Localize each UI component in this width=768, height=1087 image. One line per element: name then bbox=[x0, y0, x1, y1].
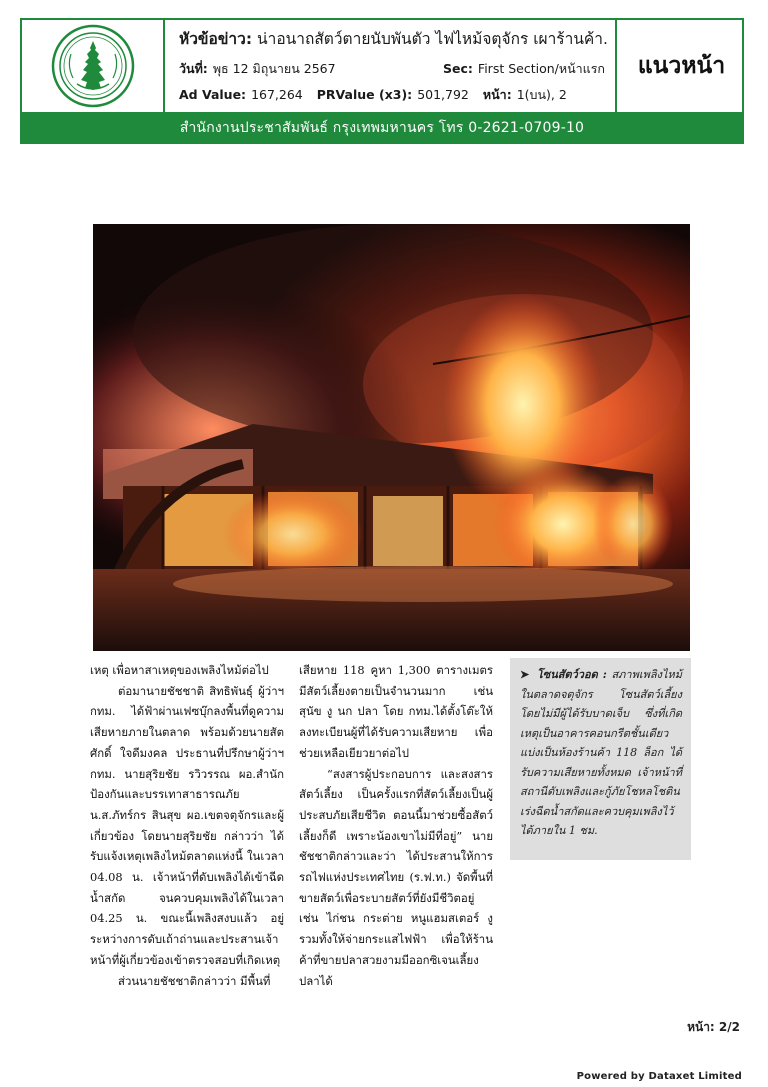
pr-value: 501,792 bbox=[417, 87, 469, 102]
ad-value-label: Ad Value: bbox=[179, 87, 247, 102]
agency-bar: สำนักงานประชาสัมพันธ์ กรุงเทพมหานคร โทร 0-2621-0709-10 bbox=[20, 112, 744, 144]
pr-value-label: PRValue (x3): bbox=[316, 87, 413, 102]
article-paragraph: เหตุ เพื่อหาสาเหตุของเพลิงไหม้ต่อไป bbox=[90, 663, 269, 677]
article-paragraph: ส่วนนายชัชชาติกล่าวว่า มีพื้นที่ bbox=[118, 973, 271, 988]
page-indicator: หน้า: 2/2 bbox=[687, 1020, 740, 1034]
fire-photo bbox=[93, 224, 690, 651]
article-paragraph: เสียหาย 118 คูหา 1,300 ตารางเมตร มีสัตว์เลี้ยงตายเป็นจำนวนมาก เช่น สุนัข งู นก ปลา โดย กทม.ได้ตั้งโต๊ะให้ลงทะเบียนผู้ที่ได้รับความเสียหาย เพื่อช่วยเหลือเยียวยาต่อไป bbox=[299, 663, 493, 760]
article-paragraph: ต่อมานายชัชชาติ สิทธิพันธุ์ ผู้ว่าฯ กทม. ได้ฟ้าผ่านเฟซบุ๊กลงพื้นที่ดูความเสียหายภายในตลาด พร้อมด้วยนายสัตศักดิ์ ใจดีมงคล ประธานที่ปรึกษาผู้ว่าฯ กทม. นายสุริยชัย รวิวรรณ ผอ.สำนักป้องกันและบรรเทาสาธารณภัย น.ส.ภัทร์กร สินสุข ผอ.เขตจตุจักรและผู้เกี่ยวข้อง โดยนายสุริยชัย กล่าวว่า ได้รับแจ้งเหตุเพลิงไหม้ตลาดแห่งนี้ ในเวลา 04.08 น. เจ้าหน้าที่ดับเพลิงได้เข้าฉีดน้ำสกัด จนควบคุมเพลิงได้ในเวลา 04.25 น. ขณะนี้เพลิงสงบแล้ว อยู่ระหว่างการดับเถ้าถ่านและประสานเจ้าหน้าที่ผู้เกี่ยวข้องเข้าตรวจสอบที่เกิดเหตุ bbox=[90, 683, 284, 967]
clipping-header bbox=[20, 18, 744, 112]
article-column-2 bbox=[299, 660, 493, 991]
date-value: พุธ 12 มิถุนายน 2567 bbox=[212, 61, 336, 76]
headline-row bbox=[179, 26, 608, 51]
date-row bbox=[179, 59, 605, 79]
bma-seal-icon bbox=[51, 24, 135, 108]
headline-label: หัวข้อข่าว: bbox=[179, 30, 253, 48]
headline-text: น่าอนาถสัตว์ตายนับพันตัว ไฟไหม้จตุจักร เผาร้านค้า. bbox=[257, 30, 608, 48]
page-value: 1(บน), 2 bbox=[516, 87, 567, 102]
value-row bbox=[179, 85, 605, 105]
newspaper-name: แนวหน้า bbox=[637, 53, 726, 79]
caption-title: โซนสัตว์วอด : bbox=[536, 668, 607, 681]
powered-by: Powered by Dataxet Limited bbox=[576, 1071, 742, 1082]
page-label: หน้า: bbox=[482, 87, 512, 102]
photo-caption bbox=[510, 658, 691, 860]
ad-value: 167,264 bbox=[251, 87, 303, 102]
date-label: วันที่: bbox=[179, 61, 208, 76]
sec-label: Sec: bbox=[443, 61, 473, 76]
article-column-1 bbox=[90, 660, 284, 991]
sec-value: First Section/หน้าแรก bbox=[477, 61, 605, 76]
article-paragraph: “สงสารผู้ประกอบการ และสงสารสัตว์เลี้ยง เป็นครั้งแรกที่สัตว์เลี้ยงเป็นผู้ประสบภัยเสียชีวิต ตอนนี้มาช่วยซื้อสัตว์เลี้ยงก็ดี เพราะน้องเขาไม่มีที่อยู่” นายชัชชาติกล่าวและว่า ได้ประสานให้การรถไฟแห่งประเทศไทย (ร.ฟ.ท.) จัดพื้นที่ขายสัตว์เพื่อระบายสัตว์ที่ยังมีชีวิตอยู่ เช่น ไก่ชน กระต่าย หนูแฮมสเตอร์ งู รวมทั้งให้จ่ายกระแสไฟฟ้า เพื่อให้ร้านค้าที่ขายปลาสวยงามมีออกซิเจนเลี้ยงปลาได้ bbox=[299, 766, 493, 988]
market-fire-image bbox=[93, 224, 690, 651]
caption-text: สภาพเพลิงไหม้ในตลาดจตุจักร โซนสัตว์เลี้ยง โดยไม่มีผู้ได้รับบาดเจ็บ ซึ่งที่เกิดเหตุเป็นอาคารคอนกรีตชั้นเดียว แบ่งเป็นห้องร้านค้า 118 ล็อก ได้รับความเสียหายทั้งหมด เจ้าหน้าที่สถานีดับเพลิงและกู้ภัยโชหลโชติน เร่งฉีดน้ำสกัดและควบคุมเพลิงไว้ได้ภายใน 1 ชม. bbox=[520, 668, 682, 837]
arrow-icon: ➤ bbox=[520, 668, 530, 681]
clipping-info bbox=[165, 20, 617, 112]
bma-logo bbox=[22, 20, 165, 112]
